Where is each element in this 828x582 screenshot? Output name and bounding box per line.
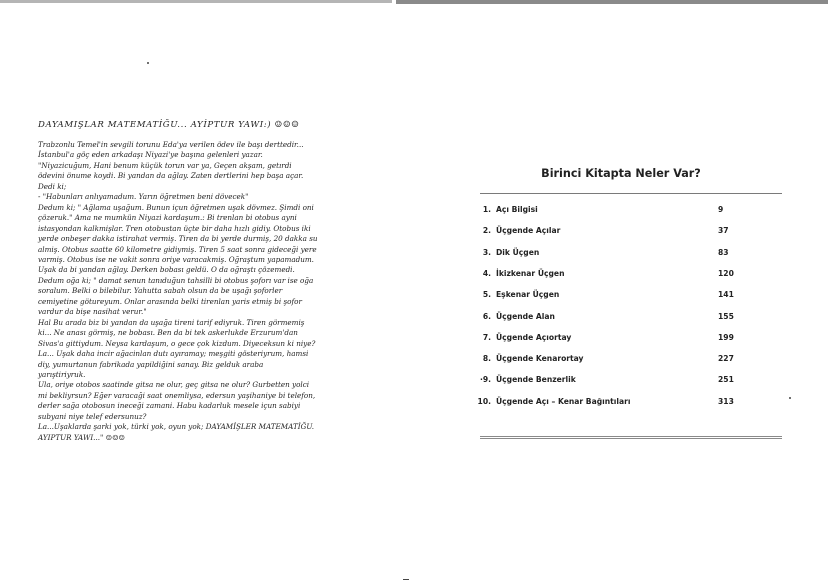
- toc-item-page: 120: [718, 268, 734, 278]
- speck: [147, 62, 149, 64]
- speck: [403, 579, 409, 580]
- story-line: varmiş. Otobus ise ne vakit sonra oriye varacakmiş. Oğraştum yapamadum.: [38, 254, 314, 264]
- toc-item-number: 8.: [482, 354, 491, 364]
- toc-item-number: 2.: [482, 226, 491, 236]
- toc-item: [414, 269, 828, 283]
- toc-item-number: 5.: [482, 290, 491, 300]
- story-line: La... Uşak daha incir ağacinlan dutı ayıramay; meşgiti gösteriyrum, hamsi: [38, 349, 309, 359]
- story-line: istasyondan kalkmişlar. Tren otobustan üçte bir daha hızlı gidiy. Otobus iki: [38, 223, 311, 233]
- toc-item: [414, 375, 828, 389]
- story-line: soralum. Belki o bilebilur. Yahutta sabah olsun da be uşağı şoforler: [38, 286, 283, 296]
- story-line: ödevini önume koydi. Bi yandan da ağlay. Zaten dertlerini hep başa açar.: [38, 171, 304, 181]
- toc-item: [414, 333, 828, 347]
- story-line: çözeruk." Ama ne mumkün Niyazi kardaşum.: Bi trenlan bi otobus ayni: [38, 213, 297, 223]
- toc-item-page: 313: [718, 396, 734, 406]
- toc-item: [414, 397, 828, 411]
- toc-item-number: 6.: [482, 311, 491, 321]
- story-line: Hal Bu arada biz bi yandan da uşağa tireni tarif ediyruk. Tiren görmemiş: [38, 317, 305, 327]
- toc-top-rule: [480, 193, 782, 194]
- toc-item-title: Üçgende Alan: [496, 311, 555, 321]
- story-line: Trabzonlu Temel'in sevgili torunu Eda'ya verilen ödev ile başı derttedir...: [38, 140, 304, 149]
- story-line: diy, yumurtanun fabrikada yapildiğini sanay. Biz gelduk araba: [38, 359, 264, 369]
- toc-item-number: 4.: [482, 268, 491, 278]
- story-line: La...Uşaklarda şarki yok, türki yok, oyun yok; DAYAMİŞLER MATEMATİĞU.: [38, 422, 315, 432]
- story-line: subyani niye telef edersunuz?: [38, 411, 147, 421]
- toc-item-number: 10.: [477, 396, 491, 406]
- speck: [789, 397, 791, 399]
- story-line: Uşak da bi yandan ağlay. Derken bobası geldü. O da oğraştı çözemedi.: [38, 265, 295, 275]
- toc-item-page: 83: [718, 247, 729, 257]
- toc-item-page: 37: [718, 226, 729, 236]
- toc-item: [414, 290, 828, 304]
- toc-item-page: 251: [718, 375, 734, 385]
- toc-title: Birinci Kitapta Neler Var?: [541, 167, 701, 180]
- story-line: AYIPTUR YAWI..." ☺☺☺: [38, 432, 125, 442]
- toc-item-page: 199: [718, 332, 734, 342]
- toc-item-title: Eşkenar Üçgen: [496, 290, 560, 300]
- toc-item-title: Üçgende Kenarortay: [496, 354, 584, 364]
- story-line: Sivas'a gittiydum. Neysa kardaşum, o gece çok kizdum. Diyeceksun ki niye?: [38, 338, 316, 348]
- story-line: Dedum oğa ki; " damat senun tanıduğun tahsilli bi otobus şoforı var ise oğa: [38, 275, 314, 285]
- story-text: [38, 140, 360, 443]
- toc-item: [414, 354, 828, 368]
- toc-item-title: Üçgende Benzerlik: [496, 375, 576, 385]
- story-line: İstanbul'a göç eden arkadaşı Niyazi'ye başına gelenleri yazar.: [38, 150, 263, 160]
- toc-item-title: Üçgende Açı – Kenar Bağıntıları: [496, 396, 631, 406]
- right-page: [414, 0, 828, 582]
- toc-item: [414, 205, 828, 219]
- toc-item: [414, 312, 828, 326]
- story-line: cemiyetine götureyum. Onlar arasında belki tirenlan yaris etmiş bi şofor: [38, 296, 302, 306]
- story-line: derler sağa otobosun ineceği zamani. Habu kadarluk mesele içun sabiyi: [38, 401, 301, 411]
- toc-item-title: Üçgende Açılar: [496, 226, 561, 236]
- story-line: ki... Ne anası görmiş, ne bobası. Ben da bi tek askerlukde Erzurum'dan: [38, 328, 298, 338]
- toc-item-number: 1.: [482, 205, 491, 214]
- story-line: yarıştiriyruk.: [38, 369, 86, 379]
- toc-item-title: İkizkenar Üçgen: [496, 268, 565, 278]
- left-page: [0, 0, 400, 582]
- story-line: vardur da bişe nasihat verur.": [38, 307, 147, 317]
- story-line: yerde onbeşer dakka istirahat vermiş. Tiren da bi yerde durmiş, 20 dakka su: [38, 234, 318, 244]
- story-title: DAYAMIŞLAR MATEMATİĞU... AYİPTUR YAWI:) ☺☺☺: [38, 120, 300, 130]
- toc-item-number: 3.: [482, 247, 491, 257]
- story-line: "Niyazicuğum, Hani benum küçük torun var ya, Geçen akşam, getırdi: [38, 160, 292, 170]
- story-line: Dedi ki;: [38, 181, 67, 191]
- toc-item-number: ·9.: [479, 375, 491, 385]
- story-line: mi bekliyrsun? Eğer varacaği saat onemliysa, edersun yaşihaniye bi telefon,: [38, 390, 316, 400]
- toc-item-page: 155: [718, 311, 734, 321]
- toc-item-title: Açı Bilgisi: [496, 205, 538, 214]
- toc-item-page: 9: [718, 205, 724, 214]
- toc-item-page: 141: [718, 290, 734, 300]
- toc-item: [414, 248, 828, 262]
- toc-item-title: Üçgende Açıortay: [496, 332, 572, 342]
- story-line: Ula, oriye otobos saatinde gitsa ne olur, geç gitsa ne olur? Gurbetten yolci: [38, 380, 310, 390]
- toc-item: [414, 226, 828, 240]
- story-line: - "Habunları anlıyamadum. Yarın öğretmen beni dövecek": [38, 192, 249, 202]
- toc-bottom-rule: [480, 436, 782, 439]
- story-line: Dedum ki; " Ağlama uşağum. Bunun içun öğretmen uşak dövmez. Şimdi oni: [38, 202, 314, 212]
- story-line: almiş. Otobus saatte 60 kilometre gidiymiş. Tiren 5 saat sonra gideceği yere: [38, 244, 317, 254]
- toc-item-title: Dik Üçgen: [496, 247, 540, 257]
- toc-item-number: 7.: [482, 332, 491, 342]
- toc-item-page: 227: [718, 354, 734, 364]
